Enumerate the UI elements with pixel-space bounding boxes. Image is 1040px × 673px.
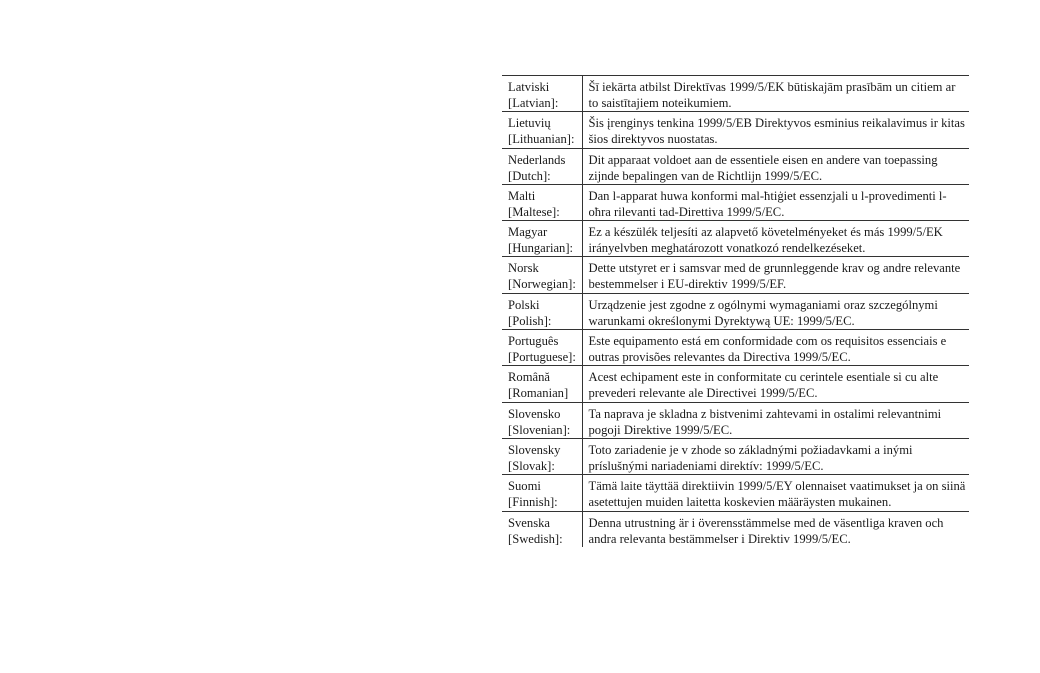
language-cell: [502, 112, 582, 148]
language-cell: [502, 293, 582, 329]
declaration-text: Acest echipament este in conformitate cu cerintele esentiale si cu alte prevederi relevante ale Directivei 1999/5/EC.: [582, 366, 969, 402]
language-name: Português: [508, 334, 559, 349]
language-cell: [502, 221, 582, 257]
declaration-text: Šis įrenginys tenkina 1999/5/EB Direktyvos esminius reikalavimus ir kitas šios direktyvos nuostatas.: [582, 112, 969, 148]
language-english-name: [Swedish]:: [508, 531, 563, 546]
declaration-text: Šī iekārta atbilst Direktīvas 1999/5/EK būtiskajām prasībām un citiem ar to saistītajiem noteikumiem.: [582, 76, 969, 112]
language-name: Norsk: [508, 261, 539, 276]
language-cell: [502, 511, 582, 547]
language-cell: [502, 330, 582, 366]
language-english-name: [Slovak]:: [508, 458, 555, 473]
language-english-name: [Dutch]:: [508, 168, 551, 183]
language-cell: [502, 184, 582, 220]
language-name: Slovensky: [508, 442, 561, 457]
table-row: [502, 475, 969, 511]
table-row: [502, 366, 969, 402]
declaration-text: Toto zariadenie je v zhode so základnými požiadavkami a inými príslušnými nariadeniami direktív: 1999/5/EC.: [582, 438, 969, 474]
declaration-text: Tämä laite täyttää direktiivin 1999/5/EY olennaiset vaatimukset ja on siinä asetettujen muiden laitetta koskevien määräysten mukainen.: [582, 475, 969, 511]
language-name: Suomi: [508, 479, 541, 494]
declaration-text: Dan l-apparat huwa konformi mal-ħtiġiet essenzjali u l-provedimenti l-oħra rilevanti tad-Direttiva 1999/5/EC.: [582, 184, 969, 220]
language-english-name: [Romanian]: [508, 386, 569, 401]
language-cell: [502, 438, 582, 474]
language-cell: [502, 257, 582, 293]
table-row: [502, 293, 969, 329]
table-row: [502, 330, 969, 366]
declaration-text: Denna utrustning är i överensstämmelse med de väsentliga kraven och andra relevanta bestämmelser i Direktiv 1999/5/EC.: [582, 511, 969, 547]
language-cell: [502, 475, 582, 511]
language-english-name: [Portuguese]:: [508, 350, 576, 365]
language-name: Română: [508, 370, 550, 385]
table-row: [502, 112, 969, 148]
declaration-table: [502, 75, 969, 547]
language-english-name: [Norwegian]:: [508, 277, 576, 292]
table-row: [502, 148, 969, 184]
declaration-table-body: [502, 76, 969, 548]
table-row: [502, 184, 969, 220]
language-english-name: [Slovenian]:: [508, 422, 571, 437]
language-english-name: [Finnish]:: [508, 495, 558, 510]
declaration-text: Urządzenie jest zgodne z ogólnymi wymaganiami oraz szczególnymi warunkami określonymi Dyrektywą UE: 1999/5/EC.: [582, 293, 969, 329]
language-name: Magyar: [508, 225, 548, 240]
language-english-name: [Lithuanian]:: [508, 132, 575, 147]
language-english-name: [Hungarian]:: [508, 241, 574, 256]
language-name: Slovensko: [508, 406, 561, 421]
language-english-name: [Latvian]:: [508, 96, 559, 110]
table-row: [502, 438, 969, 474]
declaration-text: Este equipamento está em conformidade com os requisitos essenciais e outras provisões relevantes da Directiva 1999/5/EC.: [582, 330, 969, 366]
table-row: [502, 257, 969, 293]
declaration-text: Ez a készülék teljesíti az alapvető követelményeket és más 1999/5/EK irányelvben meghatározott vonatkozó rendelkezéseket.: [582, 221, 969, 257]
language-english-name: [Polish]:: [508, 313, 552, 328]
language-name: Nederlands: [508, 152, 566, 167]
declaration-text: Dit apparaat voldoet aan de essentiele eisen en andere van toepassing zijnde bepalingen van de Richtlijn 1999/5/EC.: [582, 148, 969, 184]
language-cell: [502, 402, 582, 438]
language-cell: [502, 76, 582, 112]
language-name: Svenska: [508, 515, 550, 530]
table-row: [502, 76, 969, 112]
declaration-text: Dette utstyret er i samsvar med de grunnleggende krav og andre relevante bestemmelser i EU-direktiv 1999/5/EF.: [582, 257, 969, 293]
language-cell: [502, 148, 582, 184]
table-row: [502, 511, 969, 547]
table-row: [502, 402, 969, 438]
language-english-name: [Maltese]:: [508, 204, 560, 219]
language-cell: [502, 366, 582, 402]
language-name: Polski: [508, 297, 540, 312]
language-name: Lietuvių: [508, 116, 551, 131]
declaration-text: Ta naprava je skladna z bistvenimi zahtevami in ostalimi relevantnimi pogoji Direktive 1999/5/EC.: [582, 402, 969, 438]
language-name: Malti: [508, 188, 536, 203]
table-row: [502, 221, 969, 257]
language-name: Latviski: [508, 80, 550, 94]
